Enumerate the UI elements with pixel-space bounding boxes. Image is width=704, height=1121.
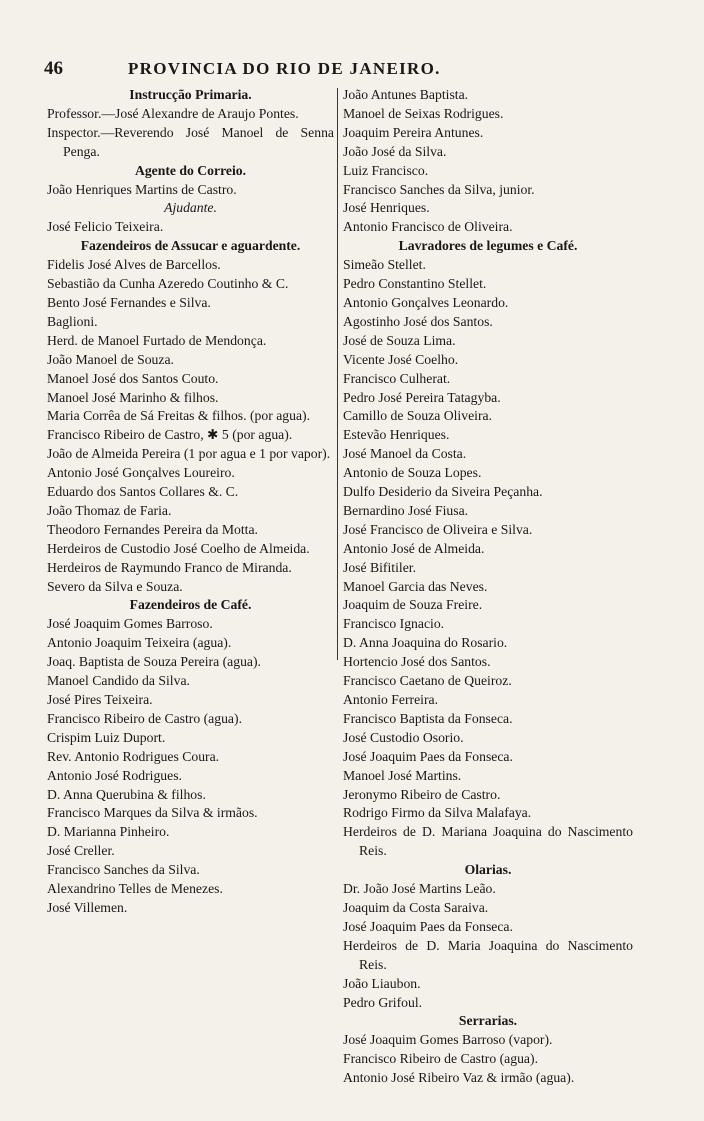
list-entry: Francisco Baptista da Fonseca. bbox=[343, 710, 513, 726]
list-entry: João Thomaz de Faria. bbox=[47, 502, 172, 518]
list-entry: Alexandrino Telles de Menezes. bbox=[47, 881, 223, 897]
list-entry: Rev. Antonio Rodrigues Coura. bbox=[47, 748, 220, 764]
list-entry: Vicente José Coelho. bbox=[343, 351, 459, 367]
list-entry: Francisco Sanches da Silva, junior. bbox=[343, 181, 535, 197]
list-entry: Simeão Stellet. bbox=[343, 257, 426, 273]
list-entry: Antonio José Rodrigues. bbox=[47, 767, 182, 783]
list-entry: João Liaubon. bbox=[343, 975, 421, 991]
list-entry: Manoel José dos Santos Couto. bbox=[47, 370, 219, 386]
list-entry: Inspector.—Reverendo José Manoel de Senna Penga. bbox=[47, 124, 334, 159]
list-entry: Estevão Henriques. bbox=[343, 427, 450, 443]
list-entry: Rodrigo Firmo da Silva Malafaya. bbox=[343, 805, 532, 821]
list-entry: José Custodio Osorio. bbox=[343, 729, 464, 745]
list-entry: Francisco Ribeiro de Castro (agua). bbox=[343, 1051, 538, 1067]
list-entry: Manoel Candido da Silva. bbox=[47, 673, 190, 689]
list-entry: Antonio de Souza Lopes. bbox=[343, 465, 482, 481]
list-entry: Francisco Sanches da Silva. bbox=[47, 862, 200, 878]
list-entry: Antonio Francisco de Oliveira. bbox=[343, 219, 513, 235]
list-entry: João José da Silva. bbox=[343, 143, 447, 159]
list-entry: Theodoro Fernandes Pereira da Motta. bbox=[47, 521, 258, 537]
list-entry: Antonio Joaquim Teixeira (agua). bbox=[47, 635, 232, 651]
list-entry: João Henriques Martins de Castro. bbox=[47, 181, 237, 197]
list-entry: José de Souza Lima. bbox=[343, 332, 456, 348]
list-entry: Pedro José Pereira Tatagyba. bbox=[343, 389, 501, 405]
list-entry: D. Anna Querubina & filhos. bbox=[47, 786, 206, 802]
list-entry: Pedro Grifoul. bbox=[343, 994, 423, 1010]
list-entry: Sebastião da Cunha Azeredo Coutinho & C. bbox=[47, 276, 289, 292]
list-entry: João Manoel de Souza. bbox=[47, 351, 174, 367]
section-heading: Agente do Correio. bbox=[134, 162, 247, 178]
list-entry: Severo da Silva e Souza. bbox=[47, 578, 183, 594]
list-entry: Manoel Garcia das Neves. bbox=[343, 578, 488, 594]
list-entry: D. Marianna Pinheiro. bbox=[47, 824, 170, 840]
page-header bbox=[0, 58, 704, 82]
list-entry: José Pires Teixeira. bbox=[47, 692, 153, 707]
list-entry: Antonio Gonçalves Leonardo. bbox=[343, 294, 509, 310]
list-entry: José Felicio Teixeira. bbox=[47, 219, 164, 235]
list-entry: José Joaquim Gomes Barroso. bbox=[47, 616, 213, 632]
list-entry: José Joaquim Paes da Fonseca. bbox=[343, 918, 513, 934]
list-entry: Antonio José Ribeiro Vaz & irmão (agua). bbox=[343, 1070, 575, 1086]
list-entry: José Villemen. bbox=[47, 899, 128, 915]
list-entry: Joaquim Pereira Antunes. bbox=[343, 124, 484, 140]
list-entry: Professor.—José Alexandre de Araujo Pontes. bbox=[47, 105, 299, 121]
list-entry: José Bifitiler. bbox=[343, 559, 416, 575]
list-entry: José Henriques. bbox=[343, 200, 430, 216]
list-entry: João Antunes Baptista. bbox=[343, 87, 469, 102]
column-divider bbox=[337, 88, 338, 660]
section-heading: Serrarias. bbox=[458, 1013, 518, 1029]
list-entry: Francisco Ignacio. bbox=[343, 616, 445, 632]
list-entry: Antonio José Gonçalves Loureiro. bbox=[47, 465, 235, 481]
list-entry: José Joaquim Paes da Fonseca. bbox=[343, 748, 513, 764]
list-entry: Francisco Culherat. bbox=[343, 370, 451, 386]
list-entry: Jeronymo Ribeiro de Castro. bbox=[343, 786, 501, 802]
list-entry: Antonio José de Almeida. bbox=[343, 540, 485, 556]
list-entry: Fidelis José Alves de Barcellos. bbox=[47, 257, 221, 273]
list-entry: João de Almeida Pereira (1 por agua e 1 por vapor). bbox=[47, 446, 331, 462]
list-entry: Camillo de Souza Oliveira. bbox=[343, 408, 493, 424]
list-entry: Crispim Luiz Duport. bbox=[47, 729, 166, 745]
page-number: 46 bbox=[44, 58, 63, 79]
list-entry: Herdeiros de Raymundo Franco de Miranda. bbox=[47, 559, 292, 575]
list-entry: Eduardo dos Santos Collares &. C. bbox=[47, 484, 239, 500]
list-entry: Herdeiros de Custodio José Coelho de Almeida. bbox=[47, 540, 310, 556]
list-entry: Joaq. Baptista de Souza Pereira (agua). bbox=[47, 654, 261, 670]
list-entry: Joaquim da Costa Saraiva. bbox=[343, 899, 489, 915]
list-entry: Bento José Fernandes e Silva. bbox=[47, 294, 211, 310]
list-entry: Francisco Caetano de Queiroz. bbox=[343, 673, 512, 689]
section-heading: Fazendeiros de Café. bbox=[129, 597, 252, 613]
section-heading: Lavradores de legumes e Café. bbox=[398, 238, 578, 254]
list-entry: Hortencio José dos Santos. bbox=[343, 654, 491, 670]
list-entry: Maria Corrêa de Sá Freitas & filhos. (por agua). bbox=[47, 408, 311, 424]
list-entry: Francisco Marques da Silva & irmãos. bbox=[47, 805, 258, 821]
right-column bbox=[343, 86, 633, 1088]
list-entry: Herdeiros de D. Mariana Joaquina do Nascimento Reis. bbox=[343, 824, 633, 859]
list-entry: José Creller. bbox=[47, 843, 115, 859]
list-entry: Manoel José Martins. bbox=[343, 767, 462, 783]
list-entry: Luiz Francisco. bbox=[343, 162, 429, 178]
section-heading: Olarias. bbox=[464, 862, 512, 878]
list-entry: Manoel de Seixas Rodrigues. bbox=[343, 105, 504, 121]
list-entry: José Francisco de Oliveira e Silva. bbox=[343, 521, 533, 537]
list-entry: Dr. João José Martins Leão. bbox=[343, 881, 496, 897]
list-entry: Francisco Ribeiro de Castro, ✱ 5 (por agua). bbox=[47, 427, 293, 443]
list-entry: José Manoel da Costa. bbox=[343, 446, 467, 462]
section-heading: Fazendeiros de Assucar e aguardente. bbox=[80, 238, 301, 254]
list-entry: Agostinho José dos Santos. bbox=[343, 313, 493, 329]
left-column bbox=[47, 86, 334, 918]
list-entry: José Joaquim Gomes Barroso (vapor). bbox=[343, 1032, 553, 1048]
list-entry: Baglioni. bbox=[47, 313, 98, 329]
list-entry: Dulfo Desiderio da Siveira Peçanha. bbox=[343, 484, 543, 500]
list-entry: Pedro Constantino Stellet. bbox=[343, 276, 487, 292]
section-heading: Instrucção Primaria. bbox=[129, 87, 252, 102]
list-entry: Herd. de Manoel Furtado de Mendonça. bbox=[47, 332, 267, 348]
list-entry: Antonio Ferreira. bbox=[343, 692, 439, 707]
list-entry: D. Anna Joaquina do Rosario. bbox=[343, 635, 508, 651]
list-entry: Francisco Ribeiro de Castro (agua). bbox=[47, 710, 242, 726]
list-entry: Herdeiros de D. Maria Joaquina do Nascimento Reis. bbox=[343, 937, 633, 972]
list-entry: Manoel José Marinho & filhos. bbox=[47, 389, 219, 405]
subsection-heading: Ajudante. bbox=[164, 200, 217, 216]
list-entry: Bernardino José Fiusa. bbox=[343, 502, 469, 518]
running-title: PROVINCIA DO RIO DE JANEIRO. bbox=[128, 59, 441, 78]
list-entry: Joaquim de Souza Freire. bbox=[343, 597, 483, 613]
